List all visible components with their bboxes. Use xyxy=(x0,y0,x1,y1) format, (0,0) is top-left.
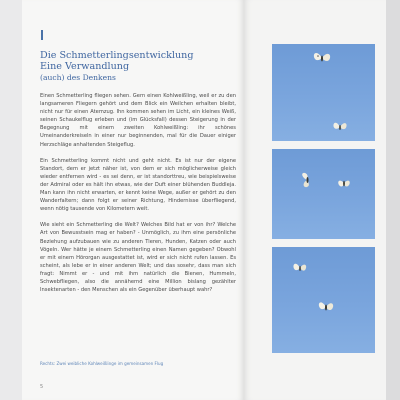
butterfly-icon xyxy=(300,171,314,189)
butterfly-photo-3 xyxy=(272,247,375,353)
butterfly-icon xyxy=(336,175,352,191)
page-edge xyxy=(386,0,400,400)
photo-caption: Rechts: Zwei weibliche Kohlweißlinge im gemeinsamen Flug xyxy=(40,361,164,366)
butterfly-icon xyxy=(292,261,308,275)
butterfly-icon xyxy=(312,50,332,66)
butterfly-photo-2 xyxy=(272,149,375,239)
title-line-1: Die Schmetterlingsentwicklung xyxy=(40,50,194,61)
subtitle: (auch) des Denkens xyxy=(40,73,116,82)
body-text xyxy=(40,92,236,294)
butterfly-photo-1 xyxy=(272,44,375,141)
butterfly-icon xyxy=(317,299,335,315)
paragraph-1: Einen Schmetterling fliegen sehen. Gern einen Kohlweißling, weil er zu den langsameren Fliegern gehört und dem Blick ein Weilchen erhalten bleibt, nicht nur für einen Atemzug. Ihn kommen sehen im Licht, ein kleines Weiß, seinen Schaukelflug erleben und (im Glücksfall) dessen Steigerung in der Begegnung mit einem zweiten Kohlweißling: ihr schönes Umeinanderkreiseln in einer nur beginnenden, mal für die Dauer einiger Herzschläge anhaltenden Steigeflug. xyxy=(40,93,236,148)
title-block xyxy=(40,50,236,82)
title-line-2: Eine Verwandlung xyxy=(40,61,130,72)
page-number: 5 xyxy=(40,384,44,390)
chapter-mark xyxy=(41,30,43,40)
paragraph-3: Wie sieht ein Schmetterling die Welt? Welches Bild hat er von ihr? Welche Art von Bewusstsein mag er haben? - Unmöglich, zu ihm eine persönliche Beziehung aufzubauen wie zu anderen Tieren, Hunden, Katzen oder auch Vögeln. Wer hätte je einem Schmetterling einen Namen gegeben? Obwohl er mit einem Hörorgan ausgestattet ist, wird er sich nicht rufen lassen. Es scheint, als lebe er in einer anderen Welt; und das sosehr, dass man sich fragt: Nimmt er - und mit ihm natürlich die Bienen, Hummeln, Schwebfliegen, also die annähernd eine Million bislang gezählter Insektenarten - den Menschen als ein Gegenüber überhaupt wahr? xyxy=(40,222,236,294)
paragraph-2: Ein Schmetterling kommt nicht und geht nicht. Es ist nur der eigene Standort, dem er jetzt näher ist, von dem er sich möglicherweise gleich wieder entfernen wird - es sei denn, er ist standorttreu, wie beispielsweise der Admiral oder es hält ihn etwas, wie der Duft einer blühenden Buddleja. Man kann ihn nicht erwarten, er kennt keine Wege, außer er gehört zu den Wanderfaltern; dann folgt er seiner Richtung, Hindernisse überfliegend, wenn nötig tausende von Kilometern weit. xyxy=(40,157,236,213)
butterfly-icon xyxy=(332,120,348,133)
